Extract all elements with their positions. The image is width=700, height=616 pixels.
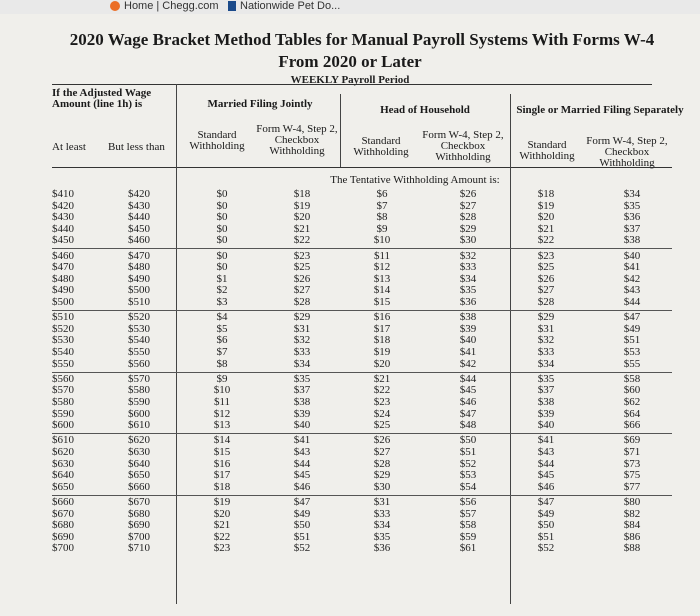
- less-than-cell: $470: [128, 249, 150, 262]
- single-standard-cell: $45: [537, 469, 555, 482]
- mfj-standard-cell: $8: [216, 357, 228, 370]
- less-than-cell: $570: [128, 372, 150, 385]
- less-than-cell: $640: [128, 457, 150, 470]
- mfj-standard-cell: $0: [216, 234, 228, 247]
- hoh-checkbox-cell: $45: [459, 384, 477, 397]
- hoh-standard-cell: $13: [373, 272, 391, 285]
- single-checkbox-cell: $47: [623, 311, 641, 324]
- mfj-checkbox-cell: $51: [293, 530, 311, 543]
- hoh-standard-cell: $11: [373, 249, 391, 262]
- head-of-household-header: Head of Household: [380, 104, 470, 116]
- hoh-checkbox-cell: $52: [459, 457, 477, 470]
- less-than-cell: $590: [128, 396, 150, 408]
- hoh-checkbox-cell: $41: [459, 346, 477, 358]
- hoh-checkbox-cell: $28: [459, 211, 477, 224]
- at-least-cell: $650: [52, 480, 74, 493]
- less-than-cell: $650: [128, 469, 150, 482]
- less-than-cell: $660: [128, 480, 150, 493]
- single-checkbox-cell: $66: [623, 419, 641, 432]
- at-least-cell: $490: [52, 284, 74, 297]
- single-checkbox-cell: $64: [623, 407, 641, 420]
- hoh-checkbox-cell: $26: [459, 188, 477, 200]
- married-jointly-header: Married Filing Jointly: [207, 98, 313, 110]
- hoh-standard-cell: $36: [373, 542, 391, 555]
- column-divider: [510, 94, 511, 604]
- single-standard-cell: $31: [537, 322, 555, 335]
- hoh-standard-cell: $16: [373, 311, 391, 324]
- single-standard-cell: $18: [537, 188, 555, 200]
- mfj-checkbox-cell: $29: [293, 311, 311, 324]
- mfj-checkbox-cell: $33: [293, 346, 311, 358]
- hoh-checkbox-cell: $33: [459, 261, 477, 274]
- at-least-cell: $680: [52, 519, 74, 532]
- wage-group-header: If the Adjusted Wage Amount (line 1h) is: [52, 87, 152, 110]
- mfj-checkbox-cell: $27: [293, 284, 311, 297]
- hoh-standard-cell: $22: [373, 384, 391, 397]
- mfj-standard-cell: $10: [213, 384, 231, 397]
- less-than-cell: $690: [128, 519, 150, 532]
- at-least-cell: $430: [52, 211, 74, 224]
- less-than-cell: $540: [128, 334, 150, 347]
- mfj-standard-cell: $0: [216, 211, 228, 224]
- single-standard-cell: $37: [537, 384, 555, 397]
- bookmark-nationwide[interactable]: [228, 0, 340, 12]
- mfj-checkbox-cell: $37: [293, 384, 311, 397]
- single-standard-cell: $34: [537, 357, 555, 370]
- less-than-cell: $520: [128, 311, 150, 324]
- mfj-standard-cell: $0: [216, 188, 228, 200]
- at-least-cell: $540: [52, 346, 74, 358]
- mfj-checkbox-cell: $35: [293, 372, 311, 385]
- mfj-checkbox-cell: $52: [293, 542, 311, 555]
- hoh-standard-cell: $24: [373, 407, 391, 420]
- hoh-standard-cell: $8: [376, 211, 388, 224]
- hoh-checkbox-cell: $54: [459, 480, 477, 493]
- hoh-standard-cell: $28: [373, 457, 391, 470]
- single-standard-cell: $46: [537, 480, 555, 493]
- single-checkbox-cell: $60: [623, 384, 641, 397]
- less-than-cell: $480: [128, 261, 150, 274]
- single-standard-cell: $47: [537, 496, 555, 508]
- mfj-checkbox-cell: $18: [293, 188, 311, 200]
- single-standard-cell: $26: [537, 272, 555, 285]
- single-checkbox-cell: $77: [623, 480, 641, 493]
- less-than-cell: $680: [128, 507, 150, 520]
- single-standard-cell: $41: [537, 434, 555, 447]
- at-least-header: At least: [52, 141, 86, 153]
- mfj-standard-cell: $19: [213, 496, 231, 508]
- hoh-standard-cell: $17: [373, 322, 391, 335]
- less-than-cell: $500: [128, 284, 150, 297]
- at-least-cell: $590: [52, 407, 74, 420]
- mfj-checkbox-cell: $19: [293, 199, 311, 212]
- at-least-cell: $450: [52, 234, 74, 247]
- hoh-checkbox-cell: $61: [459, 542, 477, 555]
- hoh-checkbox-header: Form W-4, Step 2, Checkbox Withholding: [422, 129, 504, 163]
- single-married-header: Single or Married Filing Separately: [516, 104, 684, 116]
- single-checkbox-header: Form W-4, Step 2, Checkbox Withholding: [586, 135, 668, 169]
- single-standard-cell: $27: [537, 284, 555, 297]
- mfj-checkbox-cell: $25: [293, 261, 311, 274]
- hoh-checkbox-cell: $47: [459, 407, 477, 420]
- single-checkbox-cell: $62: [623, 396, 641, 408]
- at-least-cell: $690: [52, 530, 74, 543]
- page-title-line2: From 2020 or Later: [278, 52, 422, 71]
- at-least-cell: $580: [52, 396, 74, 408]
- mfj-checkbox-header: Form W-4, Step 2, Checkbox Withholding: [256, 123, 338, 157]
- hoh-standard-cell: $14: [373, 284, 391, 297]
- less-than-cell: $710: [128, 542, 150, 555]
- less-than-cell: $420: [128, 188, 150, 200]
- less-than-cell: $620: [128, 434, 150, 447]
- mfj-standard-cell: $18: [213, 480, 231, 493]
- mfj-standard-cell: $1: [216, 272, 228, 285]
- hoh-checkbox-cell: $53: [459, 469, 477, 482]
- at-least-cell: $570: [52, 384, 74, 397]
- at-least-cell: $700: [52, 542, 74, 555]
- mfj-standard-cell: $6: [216, 334, 228, 347]
- column-divider: [340, 94, 341, 167]
- at-least-cell: $670: [52, 507, 74, 520]
- mfj-standard-cell: $5: [216, 322, 228, 335]
- mfj-standard-cell: $17: [213, 469, 231, 482]
- at-least-cell: $630: [52, 457, 74, 470]
- hoh-standard-cell: $10: [373, 234, 391, 247]
- tentative-amount-caption: The Tentative Withholding Amount is:: [330, 174, 500, 186]
- hoh-standard-cell: $21: [373, 372, 391, 385]
- single-checkbox-cell: $71: [623, 446, 641, 458]
- single-standard-cell: $52: [537, 542, 555, 555]
- hoh-standard-cell: $19: [373, 346, 391, 358]
- single-checkbox-cell: $80: [623, 496, 641, 508]
- mfj-standard-cell: $3: [216, 296, 228, 308]
- hoh-checkbox-cell: $56: [459, 496, 477, 508]
- single-checkbox-cell: $53: [623, 346, 641, 358]
- mfj-standard-cell: $12: [213, 407, 231, 420]
- mfj-checkbox-cell: $34: [293, 357, 311, 370]
- hoh-standard-cell: $7: [376, 199, 388, 212]
- at-least-cell: $500: [52, 296, 74, 308]
- single-checkbox-cell: $38: [623, 234, 641, 247]
- mfj-standard-cell: $9: [216, 372, 228, 385]
- hoh-checkbox-cell: $30: [459, 234, 477, 247]
- hoh-standard-cell: $33: [373, 507, 391, 520]
- hoh-standard-cell: $20: [373, 357, 391, 370]
- single-standard-cell: $20: [537, 211, 555, 224]
- single-standard-cell: $50: [537, 519, 555, 532]
- at-least-cell: $620: [52, 446, 74, 458]
- mfj-checkbox-cell: $22: [293, 234, 311, 247]
- less-than-cell: $490: [128, 272, 150, 285]
- single-standard-cell: $44: [537, 457, 555, 470]
- less-than-cell: $530: [128, 322, 150, 335]
- mfj-checkbox-cell: $31: [293, 322, 311, 335]
- hoh-checkbox-cell: $50: [459, 434, 477, 447]
- single-checkbox-cell: $84: [623, 519, 641, 532]
- less-than-cell: $510: [128, 296, 150, 308]
- hoh-checkbox-cell: $36: [459, 296, 477, 308]
- mfj-standard-cell: $0: [216, 199, 228, 212]
- single-checkbox-cell: $49: [623, 322, 641, 335]
- mfj-standard-cell: $2: [216, 284, 228, 297]
- mfj-checkbox-cell: $44: [293, 457, 311, 470]
- single-checkbox-cell: $55: [623, 357, 641, 370]
- single-checkbox-cell: $82: [623, 507, 641, 520]
- single-checkbox-cell: $51: [623, 334, 641, 347]
- hoh-standard-cell: $34: [373, 519, 391, 532]
- at-least-cell: $600: [52, 419, 74, 432]
- single-checkbox-cell: $58: [623, 372, 641, 385]
- hoh-checkbox-cell: $44: [459, 372, 477, 385]
- mfj-checkbox-cell: $38: [293, 396, 311, 408]
- less-than-cell: $440: [128, 211, 150, 224]
- single-checkbox-cell: $73: [623, 457, 641, 470]
- mfj-standard-cell: $14: [213, 434, 231, 447]
- hoh-checkbox-cell: $38: [459, 311, 477, 324]
- single-checkbox-cell: $69: [623, 434, 641, 447]
- mfj-standard-cell: $23: [213, 542, 231, 555]
- mfj-checkbox-cell: $20: [293, 211, 311, 224]
- hoh-standard-cell: $15: [373, 296, 391, 308]
- mfj-standard-cell: $16: [213, 457, 231, 470]
- single-standard-cell: $38: [537, 396, 555, 408]
- at-least-cell: $470: [52, 261, 74, 274]
- less-than-cell: $430: [128, 199, 150, 212]
- single-checkbox-cell: $75: [623, 469, 641, 482]
- hoh-standard-cell: $23: [373, 396, 391, 408]
- less-than-cell: $460: [128, 234, 150, 247]
- single-standard-cell: $19: [537, 199, 555, 212]
- mfj-standard-cell: $15: [213, 446, 231, 458]
- single-checkbox-cell: $42: [623, 272, 641, 285]
- mfj-checkbox-cell: $49: [293, 507, 311, 520]
- hoh-checkbox-cell: $34: [459, 272, 477, 285]
- single-checkbox-cell: $37: [623, 222, 641, 235]
- less-than-cell: $670: [128, 496, 150, 508]
- hoh-standard-cell: $18: [373, 334, 391, 347]
- hoh-standard-cell: $12: [373, 261, 391, 274]
- at-least-cell: $550: [52, 357, 74, 370]
- hoh-checkbox-cell: $39: [459, 322, 477, 335]
- hoh-checkbox-cell: $29: [459, 222, 477, 235]
- bookmark-label: Nationwide Pet Do...: [240, 0, 341, 12]
- mfj-checkbox-cell: $50: [293, 519, 311, 532]
- bookmark-label: Home | Chegg.com: [124, 0, 219, 12]
- hoh-standard-header: Standard Withholding: [353, 135, 409, 158]
- single-checkbox-cell: $40: [623, 249, 641, 262]
- less-than-cell: $700: [128, 530, 150, 543]
- at-least-cell: $480: [52, 272, 74, 285]
- single-standard-cell: $22: [537, 234, 555, 247]
- mfj-standard-cell: $0: [216, 222, 228, 235]
- hoh-checkbox-cell: $35: [459, 284, 477, 297]
- single-standard-cell: $35: [537, 372, 555, 385]
- mfj-checkbox-cell: $21: [293, 222, 311, 235]
- single-standard-cell: $49: [537, 507, 555, 520]
- less-than-cell: $630: [128, 446, 150, 458]
- at-least-cell: $440: [52, 222, 74, 235]
- document-page: [0, 14, 700, 616]
- single-standard-cell: $43: [537, 446, 555, 458]
- at-least-cell: $660: [52, 496, 74, 508]
- single-checkbox-cell: $43: [623, 284, 641, 297]
- single-checkbox-cell: $36: [623, 211, 641, 224]
- mfj-standard-cell: $7: [216, 346, 228, 358]
- mfj-checkbox-cell: $28: [293, 296, 311, 308]
- single-checkbox-cell: $86: [623, 530, 641, 543]
- mfj-checkbox-cell: $45: [293, 469, 311, 482]
- mfj-checkbox-cell: $39: [293, 407, 311, 420]
- hoh-checkbox-cell: $59: [459, 530, 477, 543]
- hoh-checkbox-cell: $42: [459, 357, 477, 370]
- single-standard-cell: $32: [537, 334, 555, 347]
- single-checkbox-cell: $35: [623, 199, 641, 212]
- mfj-standard-header: Standard Withholding: [189, 129, 245, 152]
- hoh-checkbox-cell: $57: [459, 507, 477, 520]
- at-least-cell: $410: [52, 188, 74, 200]
- at-least-cell: $520: [52, 322, 74, 335]
- hoh-standard-cell: $29: [373, 469, 391, 482]
- single-standard-cell: $25: [537, 261, 555, 274]
- mfj-standard-cell: $0: [216, 261, 228, 274]
- single-standard-header: Standard Withholding: [519, 139, 575, 162]
- single-standard-cell: $51: [537, 530, 555, 543]
- hoh-checkbox-cell: $27: [459, 199, 477, 212]
- but-less-than-header: But less than: [108, 141, 165, 153]
- single-standard-cell: $21: [537, 222, 555, 235]
- mfj-standard-cell: $11: [213, 396, 231, 408]
- hoh-standard-cell: $30: [373, 480, 391, 493]
- mfj-checkbox-cell: $47: [293, 496, 311, 508]
- mfj-checkbox-cell: $43: [293, 446, 311, 458]
- nationwide-icon: [228, 1, 236, 11]
- mfj-checkbox-cell: $41: [293, 434, 311, 447]
- hoh-checkbox-cell: $46: [459, 396, 477, 408]
- mfj-checkbox-cell: $40: [293, 419, 311, 432]
- hoh-checkbox-cell: $58: [459, 519, 477, 532]
- single-standard-cell: $28: [537, 296, 555, 308]
- less-than-cell: $550: [128, 346, 150, 358]
- single-standard-cell: $23: [537, 249, 555, 262]
- single-checkbox-cell: $88: [623, 542, 641, 555]
- single-standard-cell: $40: [537, 419, 555, 432]
- less-than-cell: $450: [128, 222, 150, 235]
- hoh-standard-cell: $25: [373, 419, 391, 432]
- hoh-standard-cell: $31: [373, 496, 391, 508]
- at-least-cell: $530: [52, 334, 74, 347]
- hoh-checkbox-cell: $51: [459, 446, 477, 458]
- single-checkbox-cell: $44: [623, 296, 641, 308]
- mfj-checkbox-cell: $23: [293, 249, 311, 262]
- at-least-cell: $460: [52, 249, 74, 262]
- single-checkbox-cell: $41: [623, 261, 641, 274]
- header-rule-top: [52, 84, 652, 85]
- hoh-standard-cell: $9: [376, 222, 388, 235]
- mfj-standard-cell: $0: [216, 249, 228, 262]
- single-standard-cell: $39: [537, 407, 555, 420]
- at-least-cell: $610: [52, 434, 74, 447]
- browser-bookmarks-bar: [0, 0, 700, 15]
- single-standard-cell: $29: [537, 311, 555, 324]
- less-than-cell: $610: [128, 419, 150, 432]
- hoh-standard-cell: $27: [373, 446, 391, 458]
- mfj-standard-cell: $13: [213, 419, 231, 432]
- page-title: 2020 Wage Bracket Method Tables for Manual Payroll Systems With Forms W-4: [69, 30, 655, 49]
- header-rule-bottom: [52, 167, 672, 168]
- at-least-cell: $560: [52, 372, 74, 385]
- hoh-standard-cell: $6: [376, 188, 388, 200]
- at-least-cell: $510: [52, 311, 74, 324]
- mfj-checkbox-cell: $26: [293, 272, 311, 285]
- mfj-checkbox-cell: $46: [293, 480, 311, 493]
- mfj-checkbox-cell: $32: [293, 334, 311, 347]
- mfj-standard-cell: $21: [213, 519, 231, 532]
- hoh-checkbox-cell: $40: [459, 334, 477, 347]
- less-than-cell: $580: [128, 384, 150, 397]
- column-divider: [176, 84, 177, 604]
- less-than-cell: $560: [128, 357, 150, 370]
- mfj-standard-cell: $22: [213, 530, 231, 543]
- mfj-standard-cell: $20: [213, 507, 231, 520]
- hoh-standard-cell: $26: [373, 434, 391, 447]
- bookmark-chegg[interactable]: [110, 0, 219, 12]
- at-least-cell: $640: [52, 469, 74, 482]
- hoh-checkbox-cell: $32: [459, 249, 477, 262]
- less-than-cell: $600: [128, 407, 150, 420]
- single-checkbox-cell: $34: [623, 188, 641, 200]
- mfj-standard-cell: $4: [216, 311, 228, 324]
- chegg-icon: [110, 1, 120, 11]
- single-standard-cell: $33: [537, 346, 555, 358]
- hoh-standard-cell: $35: [373, 530, 391, 543]
- at-least-cell: $420: [52, 199, 74, 212]
- hoh-checkbox-cell: $48: [459, 419, 477, 432]
- payroll-period: WEEKLY Payroll Period: [290, 74, 410, 86]
